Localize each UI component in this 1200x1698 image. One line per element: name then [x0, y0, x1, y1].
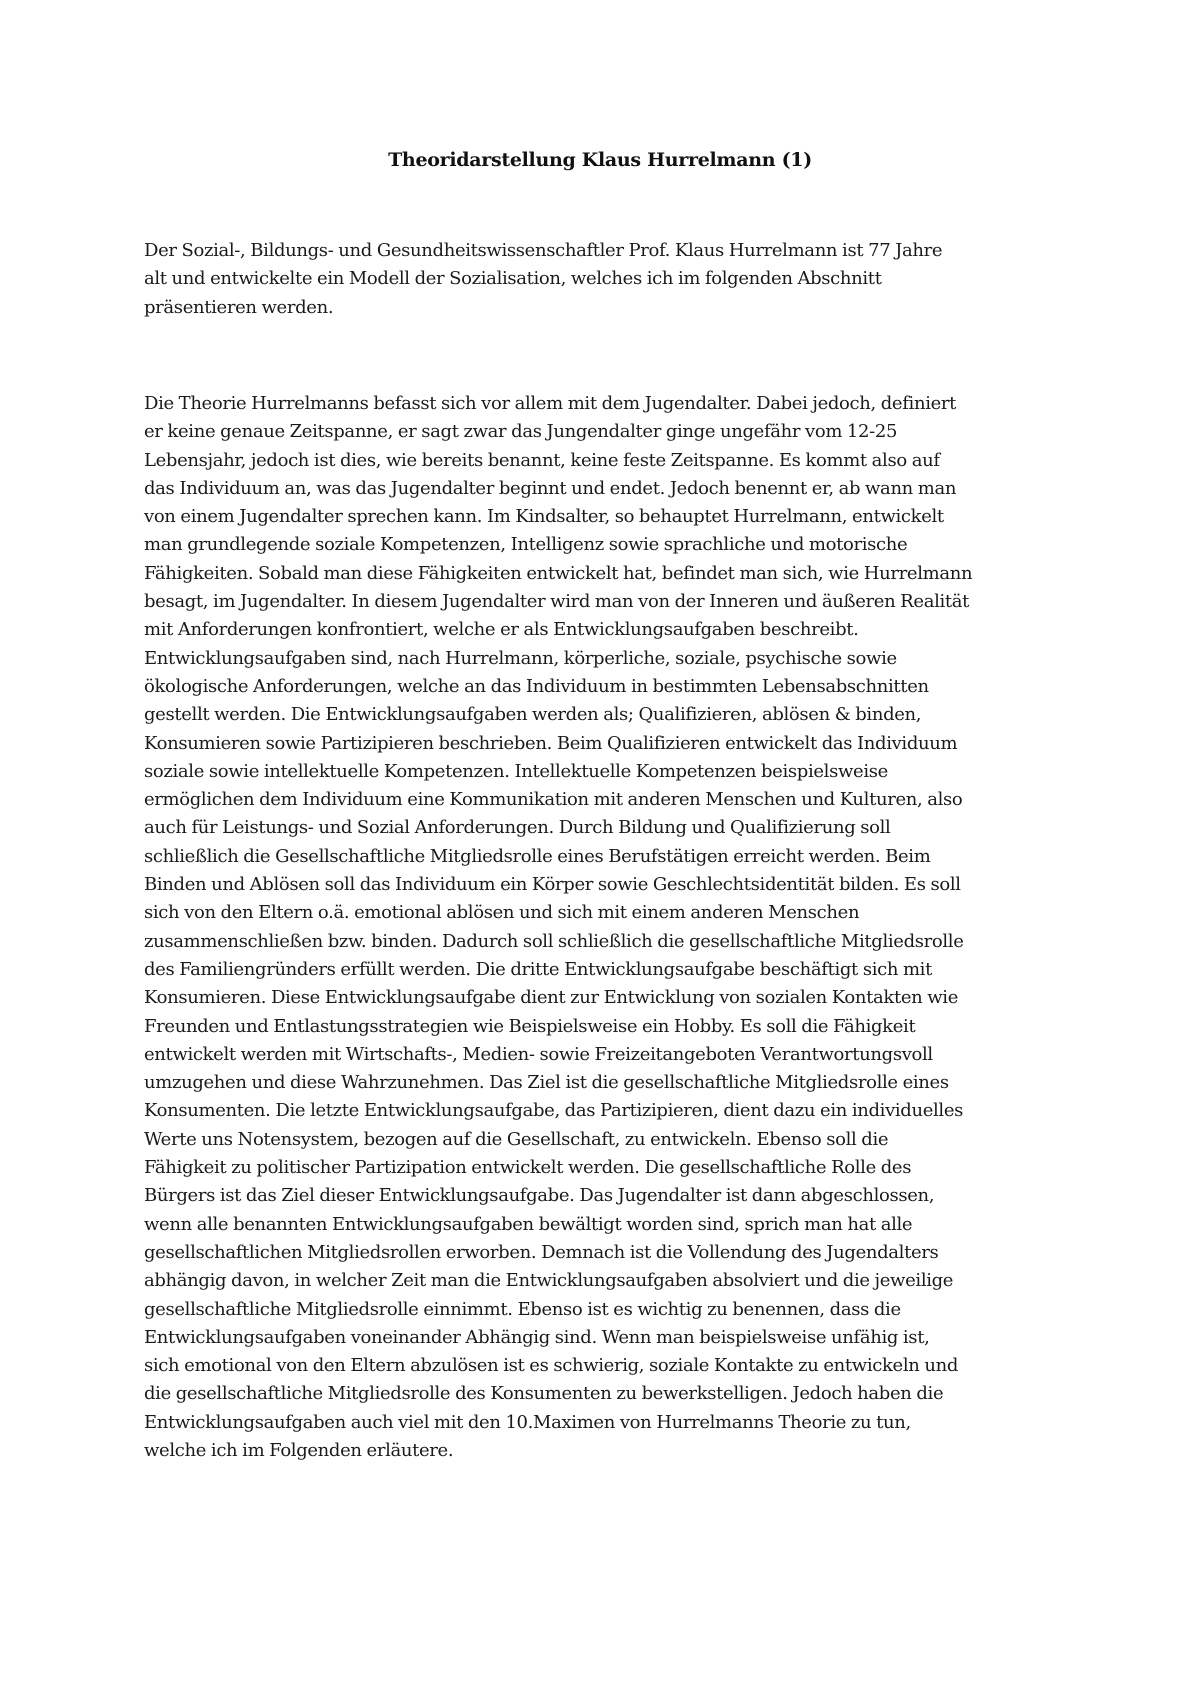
- text-line: Konsumenten. Die letzte Entwicklungsaufgabe, das Partizipieren, dient dazu ein individuelles: [144, 1100, 964, 1122]
- document-title: Theoridarstellung Klaus Hurrelmann (1): [388, 149, 812, 171]
- text-line: gestellt werden. Die Entwicklungsaufgaben werden als; Qualifizieren, ablösen & binden,: [144, 704, 922, 726]
- text-line: ermöglichen dem Individuum eine Kommunikation mit anderen Menschen und Kulturen, also: [144, 789, 963, 811]
- text-line: entwickelt werden mit Wirtschafts-, Medien- sowie Freizeitangeboten Verantwortungsvoll: [144, 1043, 933, 1065]
- text-line: von einem Jugendalter sprechen kann. Im Kindsalter, so behauptet Hurrelmann, entwickelt: [144, 506, 944, 528]
- text-line: schließlich die Gesellschaftliche Mitgliedsrolle eines Berufstätigen erreicht werden. Beim: [144, 845, 931, 867]
- text-line: welche ich im Folgenden erläutere.: [144, 1439, 454, 1461]
- text-line: zusammenschließen bzw. binden. Dadurch soll schließlich die gesellschaftliche Mitgliedsrolle: [144, 930, 964, 952]
- text-line: soziale sowie intellektuelle Kompetenzen. Intellektuelle Kompetenzen beispielsweise: [144, 760, 888, 782]
- text-line: des Familiengründers erfüllt werden. Die dritte Entwicklungsaufgabe beschäftigt sich mit: [144, 958, 932, 980]
- text-line: Konsumieren sowie Partizipieren beschrieben. Beim Qualifizieren entwickelt das Individuum: [144, 732, 958, 754]
- text-line: er keine genaue Zeitspanne, er sagt zwar das Jungendalter ginge ungefähr vom 12-25: [144, 421, 898, 443]
- text-line: Fähigkeit zu politischer Partizipation entwickelt werden. Die gesellschaftliche Rolle des: [144, 1157, 912, 1179]
- text-line: Werte uns Notensystem, bezogen auf die Gesellschaft, zu entwickeln. Ebenso soll die: [144, 1128, 889, 1150]
- text-line: sich emotional von den Eltern abzulösen ist es schwierig, soziale Kontakte zu entwickeln und: [144, 1355, 959, 1377]
- text-line: ökologische Anforderungen, welche an das Individuum in bestimmten Lebensabschnitten: [144, 675, 929, 697]
- text-line: umzugehen und diese Wahrzunehmen. Das Ziel ist die gesellschaftliche Mitgliedsrolle eines: [144, 1072, 949, 1094]
- text-line: Der Sozial-, Bildungs- und Gesundheitswissenschaftler Prof. Klaus Hurrelmann ist 77 Jahre: [144, 240, 943, 261]
- text-line: Freunden und Entlastungsstrategien wie Beispielsweise ein Hobby. Es soll die Fähigkeit: [144, 1015, 916, 1037]
- text-line: Entwicklungsaufgaben voneinander Abhängig sind. Wenn man beispielsweise unfähig ist,: [144, 1326, 930, 1348]
- text-line: Die Theorie Hurrelmanns befasst sich vor allem mit dem Jugendalter. Dabei jedoch, definiert: [144, 393, 957, 414]
- text-line: präsentieren werden.: [144, 296, 334, 318]
- text-line: Entwicklungsaufgaben sind, nach Hurrelmann, körperliche, soziale, psychische sowie: [144, 647, 897, 669]
- text-line: abhängig davon, in welcher Zeit man die Entwicklungsaufgaben absolviert und die jeweilige: [144, 1270, 954, 1292]
- text-line: Fähigkeiten. Sobald man diese Fähigkeiten entwickelt hat, befindet man sich, wie Hurrelmann: [144, 562, 973, 584]
- text-line: besagt, im Jugendalter. In diesem Jugendalter wird man von der Inneren und äußeren Realität: [144, 591, 970, 613]
- text-line: Lebensjahr, jedoch ist dies, wie bereits benannt, keine feste Zeitspanne. Es kommt also auf: [144, 449, 940, 471]
- text-line: Binden und Ablösen soll das Individuum ein Körper sowie Geschlechtsidentität bilden. Es soll: [144, 874, 961, 896]
- paragraph-introduction: [144, 237, 1064, 322]
- text-line: gesellschaftliche Mitgliedsrolle einnimmt. Ebenso ist es wichtig zu benennen, dass die: [144, 1298, 901, 1320]
- text-line: die gesellschaftliche Mitgliedsrolle des Konsumenten zu bewerkstelligen. Jedoch haben die: [144, 1383, 944, 1405]
- text-line: auch für Leistungs- und Sozial Anforderungen. Durch Bildung und Qualifizierung soll: [144, 817, 891, 839]
- text-line: man grundlegende soziale Kompetenzen, Intelligenz sowie sprachliche und motorische: [144, 534, 908, 556]
- text-line: Bürgers ist das Ziel dieser Entwicklungsaufgabe. Das Jugendalter ist dann abgeschlossen,: [144, 1185, 935, 1207]
- text-line: alt und entwickelte ein Modell der Sozialisation, welches ich im folgenden Abschnitt: [144, 268, 882, 290]
- text-line: Konsumieren. Diese Entwicklungsaufgabe dient zur Entwicklung von sozialen Kontakten wie: [144, 987, 959, 1009]
- paragraph-theory: [144, 390, 1064, 1465]
- text-line: sich von den Eltern o.ä. emotional ablösen und sich mit einem anderen Menschen: [144, 902, 860, 924]
- text-line: wenn alle benannten Entwicklungsaufgaben bewältigt worden sind, sprich man hat alle: [144, 1213, 913, 1235]
- text-line: das Individuum an, was das Jugendalter beginnt und endet. Jedoch benennt er, ab wann man: [144, 477, 957, 499]
- text-line: gesellschaftlichen Mitgliedsrollen erworben. Demnach ist die Vollendung des Jugendalters: [144, 1241, 939, 1263]
- text-line: Entwicklungsaufgaben auch viel mit den 10.Maximen von Hurrelmanns Theorie zu tun,: [144, 1411, 911, 1433]
- text-line: mit Anforderungen konfrontiert, welche er als Entwicklungsaufgaben beschreibt.: [144, 619, 859, 641]
